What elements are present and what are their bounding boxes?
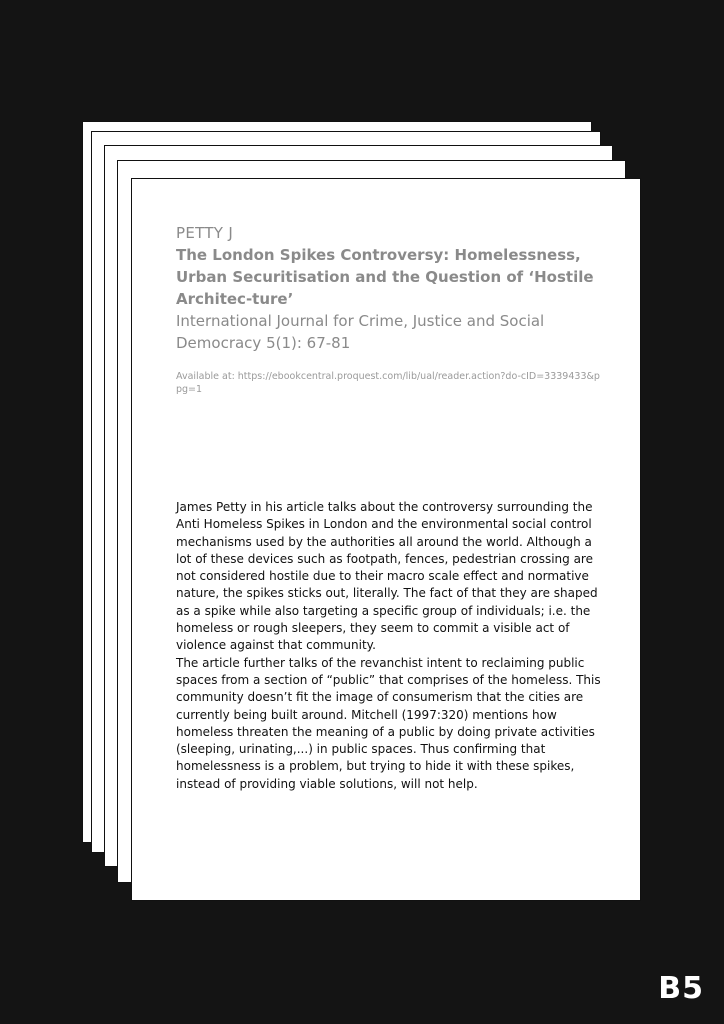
reference-title: The London Spikes Controversy: Homelessness, Urban Securitisation and the Question of ‘Hostile Architec-ture’ [176,246,594,308]
body-paragraph-1: James Petty in his article talks about the controversy surrounding the Anti Homeless Spikes in London and the environmental social control mechanisms used by the authorities all around the world. Although a lot of these devices such as footpath, fences, pedestrian crossing are not considered hostile due to their macro scale effect and normative nature, the spikes sticks out, literally. The fact of that they are shaped as a spike while also targeting a specific group of individuals; i.e. the homeless or rough sleepers, they seem to commit a visible act of violence against that community. [176,500,598,653]
reference-availability: Available at: https://ebookcentral.proquest.com/lib/ual/reader.action?do-cID=3339433&ppg=1 [176,371,600,395]
reference-block [176,222,600,396]
page-code-label: B5 [658,971,704,1006]
reference-journal: International Journal for Crime, Justice and Social Democracy 5(1): 67-81 [176,312,545,352]
front-sheet [131,178,641,901]
body-text [176,499,606,793]
body-paragraph-2: The article further talks of the revanchist intent to reclaiming public spaces from a section of “public” that comprises of the homeless. This community doesn’t fit the image of consumerism that the cities are currently being built around. Mitchell (1997:320) mentions how homeless threaten the meaning of a public by doing private activities (sleeping, urinating,...) in public spaces. Thus confirming that homelessness is a problem, but trying to hide it with these spikes, instead of providing viable solutions, will not help. [176,655,601,791]
reference-author: PETTY J [176,224,234,242]
